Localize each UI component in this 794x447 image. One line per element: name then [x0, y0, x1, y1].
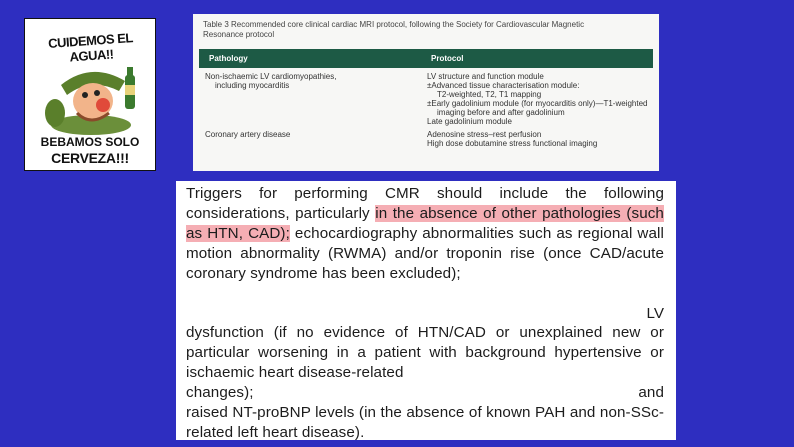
nt-probnp-text: raised NT-proBNP levels (in the absence of known PAH and non-SSc-related left heart disease).	[186, 404, 664, 441]
table-header-row	[199, 49, 653, 68]
lv-label: LV	[646, 305, 664, 322]
table-row	[203, 130, 649, 148]
table-caption-line: Table 3 Recommended core clinical cardiac MRI protocol, following the Society for Cardiovascular Magnetic	[203, 20, 585, 29]
and-text: and	[638, 384, 664, 401]
table-row	[203, 72, 649, 126]
lv-dysfunction-paragraph	[186, 323, 664, 443]
changes-text: changes);	[186, 384, 254, 401]
cell-text: Coronary artery disease	[205, 130, 291, 139]
cell-text: High dose dobutamine stress functional imaging	[427, 139, 598, 148]
echo-criteria-text: echocardiography abnormalities such as regional wall motion abnormality (RWMA) and/or troponin rise (once CAD/acute coronary syndrome has been excluded);	[186, 225, 664, 282]
table-caption-line: Resonance protocol	[203, 30, 275, 39]
cell-text: ±Advanced tissue characterisation module:	[427, 81, 580, 90]
cmr-triggers-text-panel	[176, 181, 676, 440]
column-header-protocol: Protocol	[431, 54, 464, 63]
cell-text: Non-ischaemic LV cardiomyopathies,	[205, 72, 337, 81]
meme-image	[24, 18, 156, 171]
column-header-pathology: Pathology	[209, 54, 248, 63]
meme-top-text: CUIDEMOS EL AGUA!!	[47, 30, 134, 65]
triggers-intro-text: Triggers for performing CMR should include the following considerations, particularly	[186, 185, 664, 222]
highlighted-text: in the absence of other pathologies (such as HTN, CAD);	[186, 205, 664, 242]
cell-text: T2-weighted, T2, T1 mapping	[437, 90, 542, 99]
cell-text: including myocarditis	[215, 81, 290, 90]
triggers-paragraph	[186, 184, 664, 284]
meme-bottom-text-2: CERVEZA!!!	[51, 150, 129, 166]
cell-text: LV structure and function module	[427, 72, 544, 81]
meme-bottom-text-1: BEBAMOS SOLO	[40, 135, 140, 149]
lv-dysfunction-text: dysfunction (if no evidence of HTN/CAD or unexplained new or particular worsening in a patient with background hypertensive or ischaemic heart disease-related	[186, 324, 664, 381]
table-caption	[203, 20, 649, 40]
cell-text: Adenosine stress–rest perfusion	[427, 130, 542, 139]
pathology-cell	[203, 130, 427, 148]
cell-text: Late gadolinium module	[427, 117, 512, 126]
protocol-table-excerpt	[193, 14, 659, 171]
protocol-cell	[427, 72, 649, 126]
protocol-cell	[427, 130, 649, 148]
cartoon-man-illustration	[33, 55, 149, 135]
pathology-cell	[203, 72, 427, 126]
cell-text: imaging before and after gadolinium	[437, 108, 565, 117]
changes-line	[186, 383, 664, 403]
cell-text: ±Early gadolinium module (for myocarditis only)—T1-weighted	[427, 99, 648, 108]
